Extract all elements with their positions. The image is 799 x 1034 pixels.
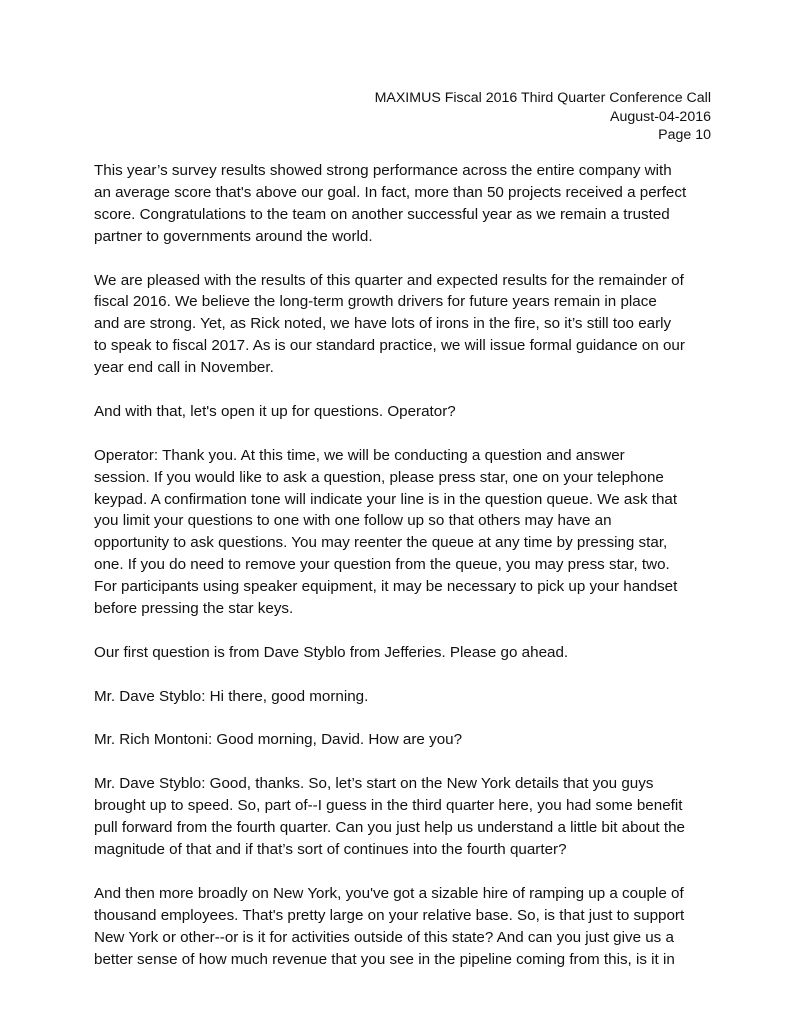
document-title: MAXIMUS Fiscal 2016 Third Quarter Conference Call [374, 90, 711, 106]
document-date: August-04-2016 [610, 108, 711, 125]
paragraph-styblo-followup [94, 883, 734, 971]
text-line: Operator: Thank you. At this time, we will be conducting a question and answer [94, 446, 625, 464]
text-line: opportunity to ask questions. You may reenter the queue at any time by pressing star, [94, 534, 668, 552]
text-line: And with that, let's open it up for questions. Operator? [94, 402, 456, 420]
text-line: We are pleased with the results of this quarter and expected results for the remainder of [94, 271, 684, 289]
text-line: an average score that's above our goal. In fact, more than 50 projects received a perfect [94, 183, 687, 201]
text-line: keypad. A confirmation tone will indicate your line is in the question queue. We ask that [94, 490, 678, 508]
text-line: Mr. Dave Styblo: Good, thanks. So, let’s start on the New York details that you guys [94, 775, 654, 793]
paragraph-operator-instructions [94, 445, 734, 620]
text-line: Mr. Rich Montoni: Good morning, David. How are you? [94, 731, 463, 749]
text-line: year end call in November. [94, 359, 274, 377]
text-line: For participants using speaker equipment, it may be necessary to pick up your handset [94, 578, 678, 596]
text-line: This year’s survey results showed strong performance across the entire company with [94, 162, 672, 179]
paragraph-open-questions [94, 401, 734, 423]
paragraph-first-question [94, 642, 734, 664]
text-line: session. If you would like to ask a question, please press star, one on your telephone [94, 468, 664, 486]
paragraph-styblo-question [94, 773, 734, 861]
paragraph-styblo-greeting [94, 686, 734, 708]
text-line: score. Congratulations to the team on another successful year as we remain a trusted [94, 205, 670, 223]
text-line: better sense of how much revenue that you see in the pipeline coming from this, is it in [94, 950, 675, 968]
text-line: before pressing the star keys. [94, 600, 294, 618]
text-line: to speak to fiscal 2017. As is our standard practice, we will issue formal guidance on our [94, 337, 685, 355]
page-header [375, 89, 711, 145]
text-line: brought up to speed. So, part of--I guess in the third quarter here, you had some benefit [94, 797, 683, 815]
text-line: you limit your questions to one with one follow up so that others may have an [94, 512, 612, 530]
paragraph-survey-results [94, 160, 734, 248]
paragraph-montoni-greeting [94, 729, 734, 751]
page-number: Page 10 [658, 127, 711, 143]
text-line: partner to governments around the world. [94, 227, 373, 245]
text-line: and are strong. Yet, as Rick noted, we have lots of irons in the fire, so it’s still too early [94, 315, 672, 333]
text-line: pull forward from the fourth quarter. Can you just help us understand a little bit about the [94, 819, 685, 837]
text-line: magnitude of that and if that’s sort of continues into the fourth quarter? [94, 840, 567, 858]
text-line: And then more broadly on New York, you've got a sizable hire of ramping up a couple of [94, 884, 684, 902]
text-line: Our first question is from Dave Styblo from Jefferies. Please go ahead. [94, 643, 569, 661]
text-line: thousand employees. That's pretty large on your relative base. So, is that just to support [94, 906, 685, 924]
transcript-body [94, 160, 734, 992]
paragraph-quarter-results [94, 270, 734, 380]
text-line: New York or other--or is it for activities outside of this state? And can you just give us a [94, 928, 674, 946]
text-line: fiscal 2016. We believe the long-term growth drivers for future years remain in place [94, 293, 657, 311]
text-line: Mr. Dave Styblo: Hi there, good morning. [94, 687, 369, 705]
text-line: one. If you do need to remove your question from the queue, you may press star, two. [94, 556, 670, 574]
